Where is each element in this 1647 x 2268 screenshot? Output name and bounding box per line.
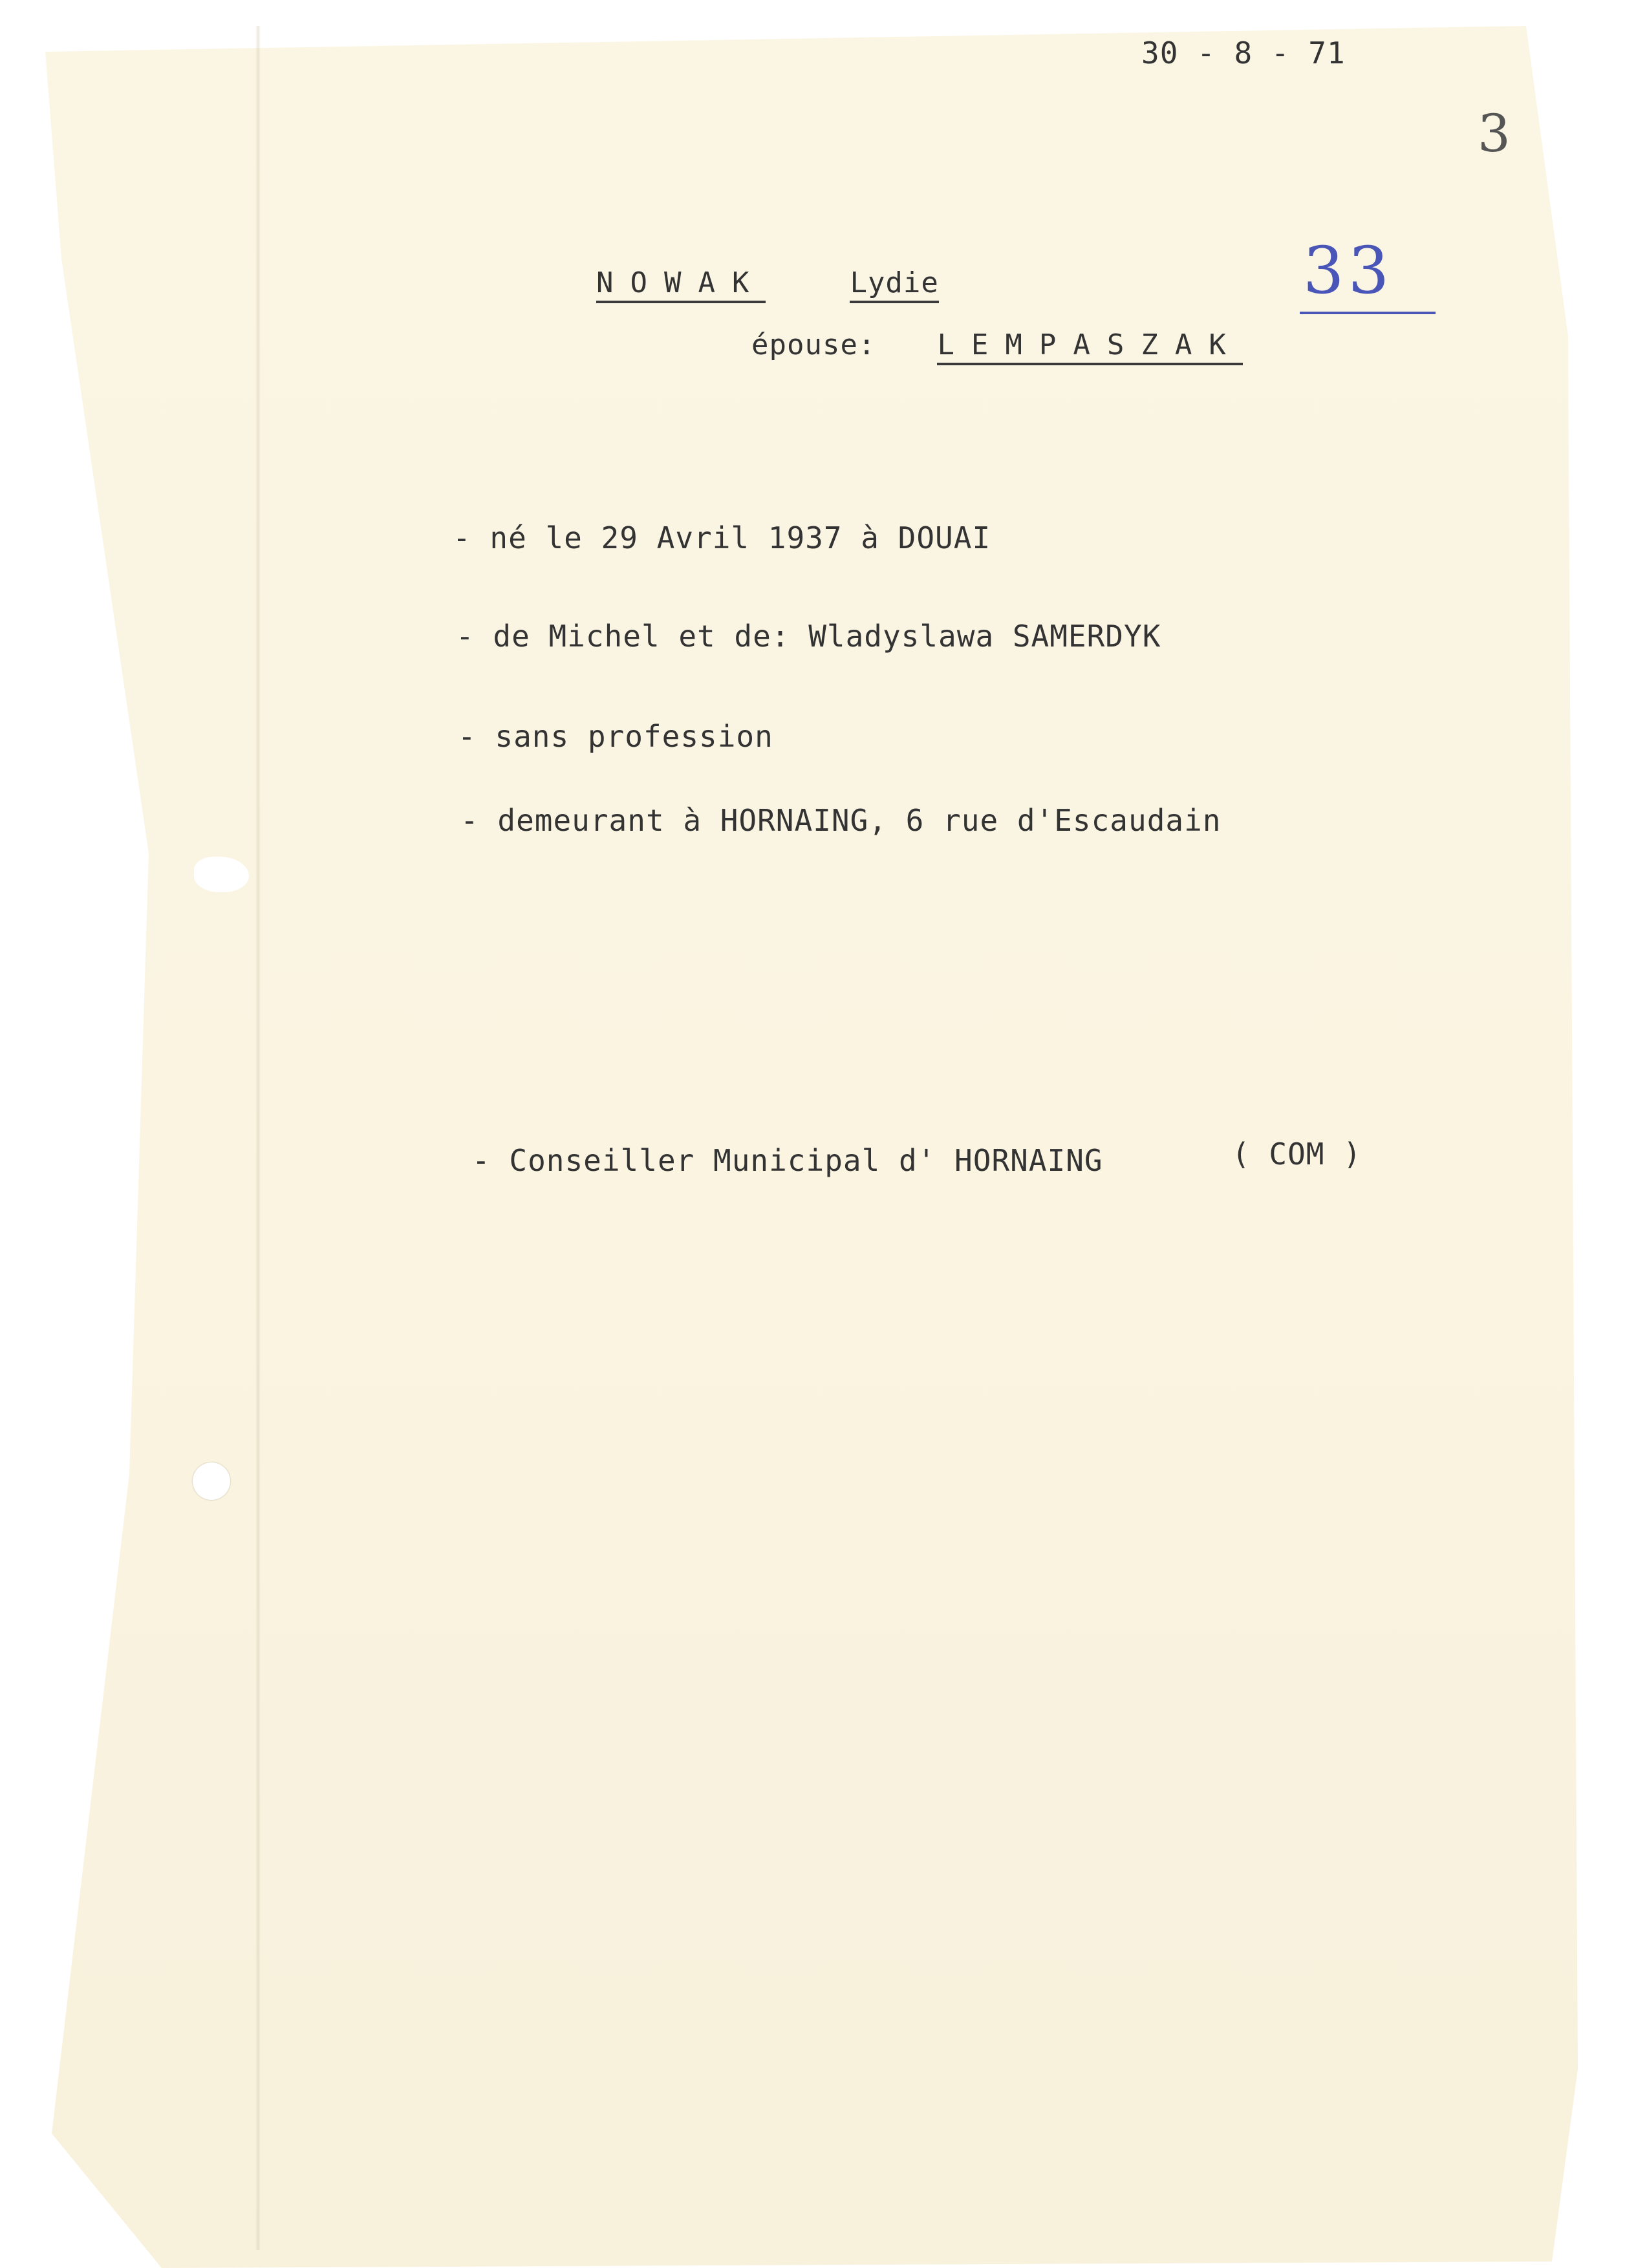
- birth-line: - né le 29 Avril 1937 à DOUAI: [453, 520, 991, 555]
- surname: NOWAK: [596, 266, 766, 303]
- document-date: 30 - 8 - 71: [1141, 36, 1346, 70]
- paper-fold-line: [255, 26, 261, 2250]
- page-number-mark: 3: [1478, 103, 1511, 164]
- office-line: - Conseiller Municipal d' HORNAING: [472, 1143, 1103, 1178]
- profession-line: - sans profession: [458, 719, 773, 754]
- folder-number: 33: [1303, 233, 1394, 308]
- punch-hole: [193, 1462, 230, 1500]
- spouse-surname: LEMPASZAK: [937, 328, 1242, 365]
- parents-line: - de Michel et de: Wladyslawa SAMERDYK: [456, 619, 1161, 654]
- first-name: Lydie: [850, 266, 938, 303]
- address-line: - demeurant à HORNAING, 6 rue d'Escaudain: [460, 803, 1222, 838]
- party-label: ( COM ): [1232, 1137, 1362, 1171]
- title-line: [596, 266, 939, 299]
- folder-number-underline: [1300, 312, 1436, 314]
- spouse-label: épouse:: [751, 328, 876, 361]
- spouse-line: [751, 328, 1243, 361]
